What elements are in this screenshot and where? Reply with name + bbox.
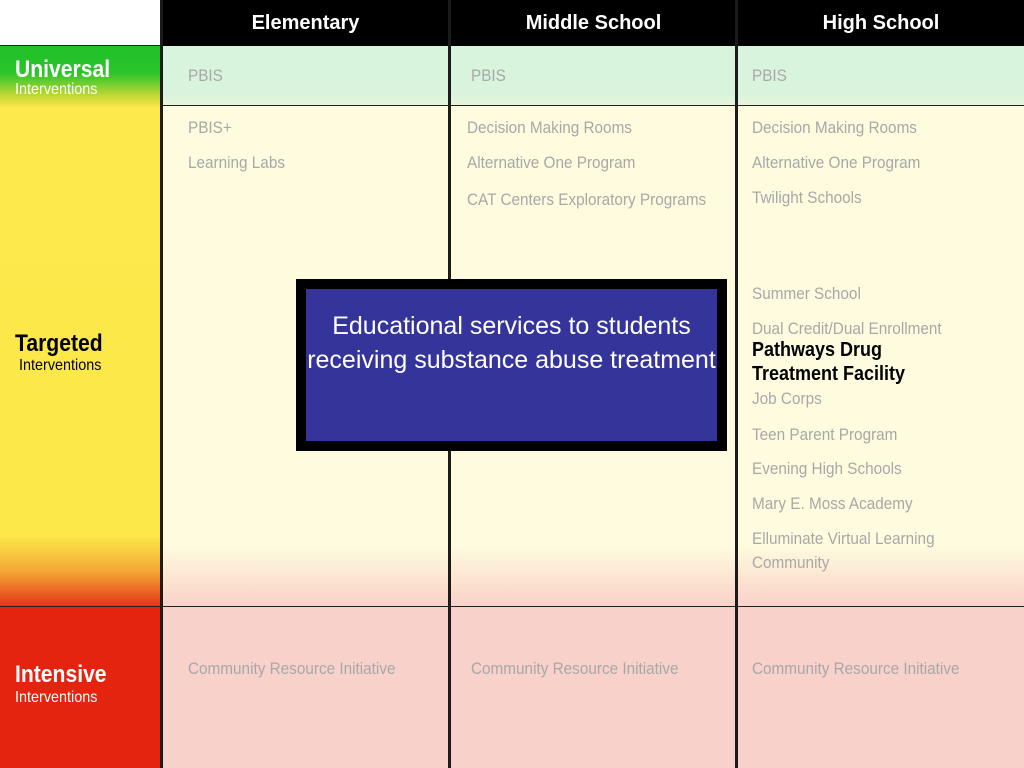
list-item: PBIS+ (188, 118, 232, 137)
column-header-high-school: High School (738, 0, 1024, 46)
tier-universal-subtitle: Interventions (15, 81, 98, 98)
list-item: Mary E. Moss Academy (752, 494, 913, 513)
list-item: PBIS (188, 66, 223, 85)
list-item: Decision Making Rooms (467, 118, 632, 137)
list-item: PBIS (752, 66, 787, 85)
highlighted-list-item: Pathways Drug Treatment Facility (752, 339, 906, 385)
list-item: Alternative One Program (752, 153, 921, 172)
intensive-row (162, 606, 1024, 768)
list-item: Job Corps (752, 389, 822, 408)
list-item: Learning Labs (188, 153, 285, 172)
grid-divider (160, 0, 163, 768)
list-item: CAT Centers Exploratory Programs (467, 190, 707, 209)
column-header-middle-school: Middle School (450, 0, 737, 46)
tier-intensive (0, 606, 162, 768)
list-item: Evening High Schools (752, 459, 902, 478)
row-divider (162, 105, 1024, 106)
grid-divider (735, 0, 738, 768)
tier-universal-title: Universal (15, 56, 111, 83)
list-item: Dual Credit/Dual Enrollment (752, 319, 942, 338)
callout-box (296, 279, 727, 451)
tier-universal (0, 46, 162, 106)
list-item: Twilight Schools (752, 188, 862, 207)
tier-intensive-title: Intensive (15, 661, 107, 688)
universal-row (162, 46, 1024, 106)
list-item: Elluminate Virtual Learning Community (752, 529, 935, 572)
callout-text: Educational services to students receiving substance abuse treatment (306, 289, 717, 441)
list-item: Summer School (752, 284, 861, 303)
list-item: Community Resource Initiative (188, 659, 396, 678)
list-item: Community Resource Initiative (471, 659, 679, 678)
tier-intensive-subtitle: Interventions (15, 689, 98, 706)
header-corner (0, 0, 162, 46)
list-item: Alternative One Program (467, 153, 636, 172)
list-item: Decision Making Rooms (752, 118, 917, 137)
list-item: PBIS (471, 66, 506, 85)
row-divider (0, 606, 1024, 607)
list-item: Community Resource Initiative (752, 659, 960, 678)
column-header-elementary: Elementary (162, 0, 449, 46)
list-item: Teen Parent Program (752, 425, 898, 444)
tier-targeted-title: Targeted (15, 330, 103, 357)
tier-targeted (0, 106, 162, 606)
tier-targeted-subtitle: Interventions (19, 357, 102, 374)
